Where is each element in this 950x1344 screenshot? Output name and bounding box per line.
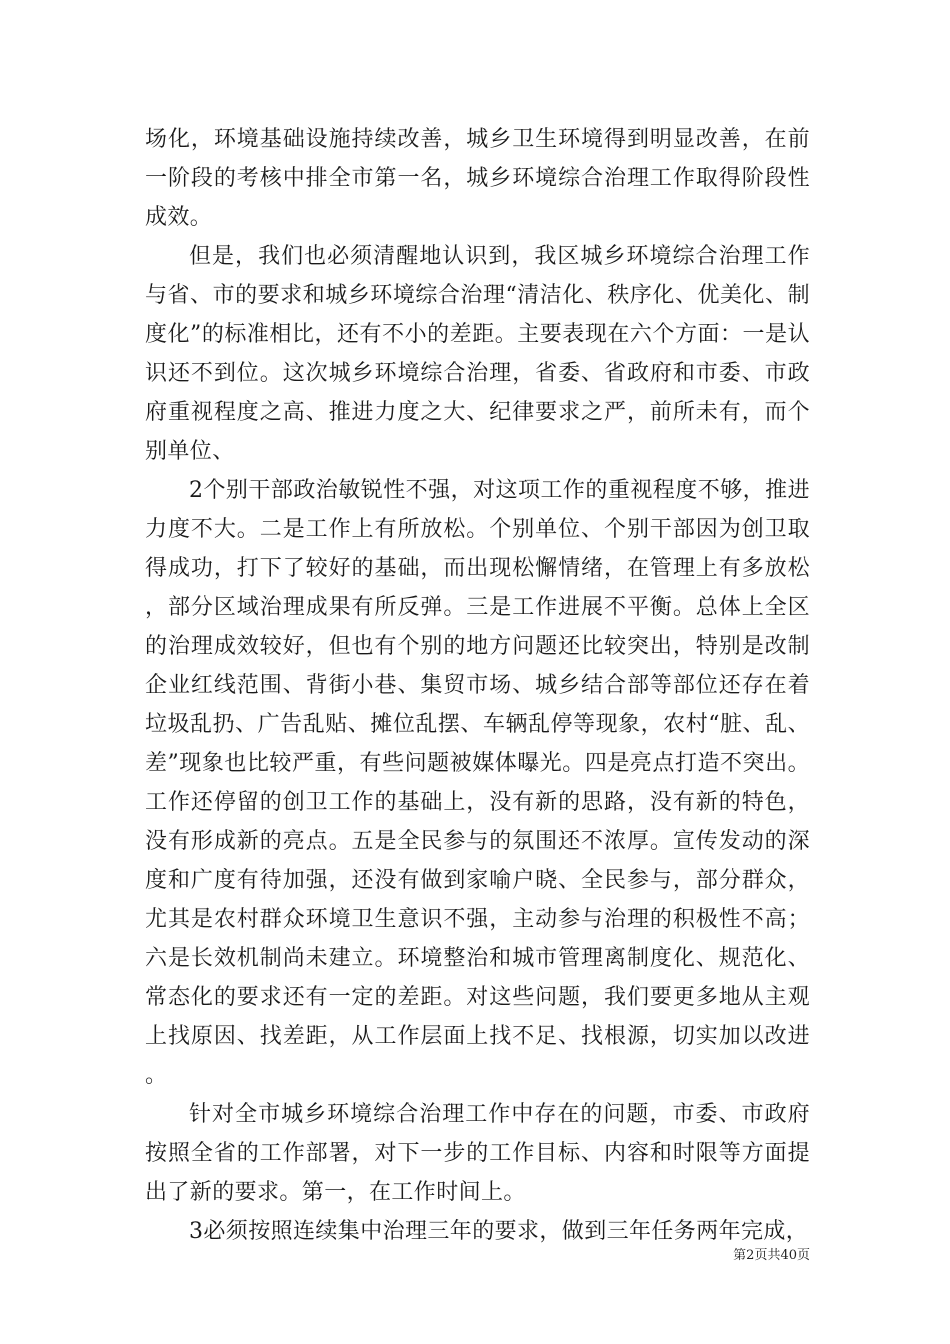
paragraph-1: 场化，环境基础设施持续改善，城乡卫生环境得到明显改善，在前一阶段的考核中排全市第一名，城乡环境综合治理工作取得阶段性成效。 — [145, 127, 810, 230]
paragraph-3: 2个别干部政治敏锐性不强，对这项工作的重视程度不够，推进力度不大。二是工作上有所放松。个别单位、个别干部因为创卫取得成功，打下了较好的基础，而出现松懈情绪，在管理上有多放松，部分区域治理成果有所反弹。三是工作进展不平衡。总体上全区的治理成效较好，但也有个别的地方问题还比较突出，特别是改制企业红线范围、背街小巷、集贸市场、城乡结合部等部位还存在着垃圾乱扔、广告乱贴、摊位乱摆、车辆乱停等现象，农村“脏、乱、差”现象也比较严重，有些问题被媒体曝光。四是亮点打造不突出。工作还停留的创卫工作的基础上，没有新的思路，没有新的特色，没有形成新的亮点。五是全民参与的氛围还不浓厚。宣传发动的深度和广度有待加强，还没有做到家喻户晓、全民参与，部分群众，尤其是农村群众环境卫生意识不强，主动参与治理的积极性不高；六是长效机制尚未建立。环境整治和城市管理离制度化、规范化、常态化的要求还有一定的差距。对这些问题，我们要更多地从主观上找原因、找差距，从工作层面上找不足、找根源，切实加以改进。 — [145, 478, 810, 1088]
paragraph-4: 针对全市城乡环境综合治理工作中存在的问题，市委、市政府按照全省的工作部署，对下一步的工作目标、内容和时限等方面提出了新的要求。第一，在工作时间上。 — [145, 1102, 810, 1205]
document-body — [145, 120, 810, 1251]
paragraph-5: 3必须按照连续集中治理三年的要求，做到三年任务两年完成， — [189, 1219, 809, 1244]
page-number-footer: 第2页共40页 — [733, 1248, 810, 1263]
paragraph-2: 但是，我们也必须清醒地认识到，我区城乡环境综合治理工作与省、市的要求和城乡环境综合治理“清洁化、秩序化、优美化、制度化”的标准相比，还有不小的差距。主要表现在六个方面：一是认识还不到位。这次城乡环境综合治理，省委、省政府和市委、市政府重视程度之高、推进力度之大、纪律要求之严，前所未有，而个别单位、 — [145, 244, 810, 464]
